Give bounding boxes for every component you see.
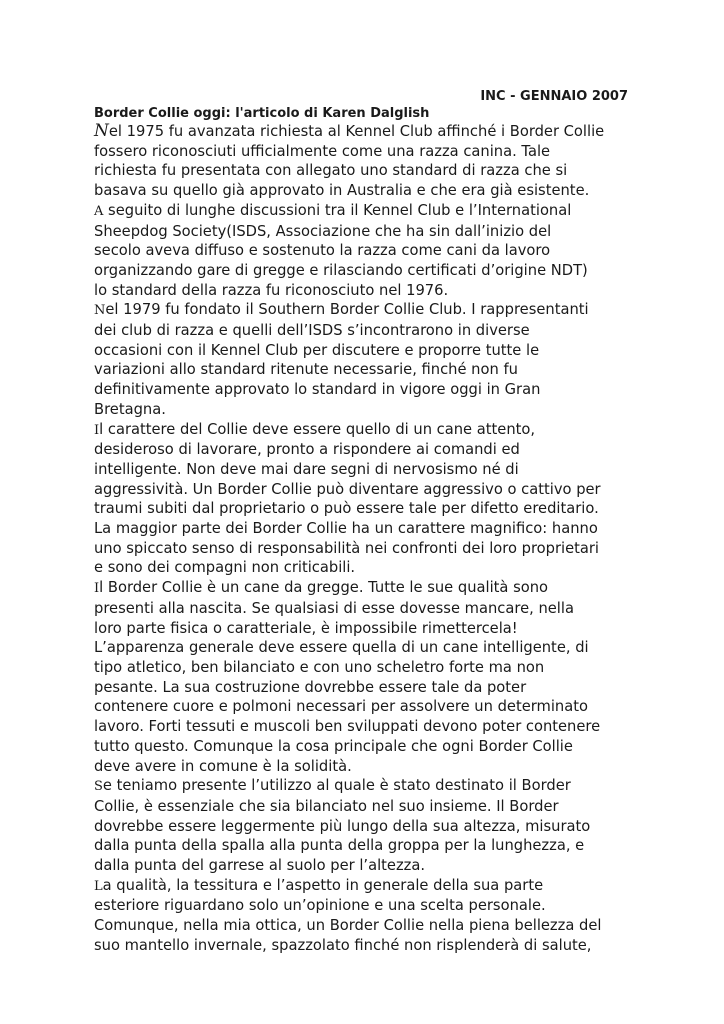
line-text: occasioni con il Kennel Club per discutere e proporre tutte le xyxy=(94,341,540,359)
line-text: Sheepdog Society(ISDS, Associazione che ha sin dall’inizio del xyxy=(94,222,552,240)
article-title: Border Collie oggi: l'articolo di Karen Dalglish xyxy=(94,106,430,121)
text-line xyxy=(94,241,642,261)
line-text: dovrebbe essere leggermente più lungo della sua altezza, misurato xyxy=(94,817,591,835)
paragraph-initial: S xyxy=(94,779,103,795)
text-line xyxy=(94,737,642,757)
article-body xyxy=(94,122,642,956)
text-line xyxy=(94,341,642,361)
text-line xyxy=(94,281,642,301)
text-line xyxy=(94,658,642,678)
line-text: lo standard della razza fu riconosciuto nel 1976. xyxy=(94,281,449,299)
line-text: tipo atletico, ben bilanciato e con uno scheletro forte ma non xyxy=(94,658,545,676)
line-text: uno spiccato senso di responsabilità nei confronti dei loro proprietari xyxy=(94,539,600,557)
line-text: seguito di lunghe discussioni tra il Kennel Club e l’International xyxy=(103,201,572,219)
paragraph xyxy=(94,420,642,579)
line-text: Comunque, nella mia ottica, un Border Collie nella piena bellezza del xyxy=(94,917,602,935)
line-text: lavoro. Forti tessuti e muscoli ben sviluppati devono poter contenere xyxy=(94,718,601,736)
line-text: desideroso di lavorare, pronto a rispondere ai comandi ed xyxy=(94,441,520,459)
document-page xyxy=(94,88,642,956)
text-line xyxy=(94,420,642,441)
line-text: l carattere del Collie deve essere quello di un cane attento, xyxy=(99,420,536,438)
text-line xyxy=(94,836,642,856)
text-line xyxy=(94,539,642,559)
text-line xyxy=(94,480,642,500)
text-line xyxy=(94,201,642,222)
text-line xyxy=(94,896,642,916)
line-text: a qualità, la tessitura e l’aspetto in generale della sua parte xyxy=(102,876,544,894)
text-line xyxy=(94,460,642,480)
line-text: richiesta fu presentata con allegato uno standard di razza che si xyxy=(94,162,568,180)
paragraph xyxy=(94,122,642,201)
line-text: fossero riconosciuti ufficialmente come una razza canina. Tale xyxy=(94,142,551,160)
text-line xyxy=(94,360,642,380)
paragraph xyxy=(94,776,642,876)
text-line xyxy=(94,638,642,658)
text-line xyxy=(94,142,642,162)
line-text: basava su quello già approvato in Australia e che era già esistente. xyxy=(94,182,590,200)
paragraph-initial: N xyxy=(94,121,109,141)
text-line xyxy=(94,797,642,817)
line-text: deve avere in comune è la solidità. xyxy=(94,757,352,775)
line-text: presenti alla nascita. Se qualsiasi di esse dovesse mancare, nella xyxy=(94,599,574,617)
line-text: L’apparenza generale deve essere quella di un cane intelligente, di xyxy=(94,639,589,657)
line-text: el 1979 fu fondato il Southern Border Collie Club. I rappresentanti xyxy=(105,301,589,319)
text-line xyxy=(94,321,642,341)
line-text: el 1975 fu avanzata richiesta al Kennel Club affinché i Border Collie xyxy=(108,123,605,140)
issue-label: INC - GENNAIO 2007 xyxy=(480,89,628,104)
line-text: variazioni allo standard ritenute necessarie, finché non fu xyxy=(94,361,518,379)
paragraph xyxy=(94,201,642,301)
text-line xyxy=(94,856,642,876)
line-text: suo mantello invernale, spazzolato finché non risplenderà di salute, xyxy=(94,936,592,954)
text-line xyxy=(94,519,642,539)
text-line xyxy=(94,678,642,698)
line-text: dalla punta della spalla alla punta della groppa per la lunghezza, e xyxy=(94,837,585,855)
paragraph xyxy=(94,876,642,956)
line-text: e sono dei compagni non criticabili. xyxy=(94,559,356,577)
paragraph-initial: L xyxy=(94,878,103,894)
line-text: definitivamente approvato lo standard in vigore oggi in Gran xyxy=(94,381,541,399)
text-line xyxy=(94,440,642,460)
text-line xyxy=(94,181,642,201)
line-text: traumi subiti dal proprietario o può essere tale per difetto ereditario. xyxy=(94,500,599,518)
text-line xyxy=(94,122,642,142)
text-line xyxy=(94,717,642,737)
text-line xyxy=(94,261,642,281)
text-line xyxy=(94,936,642,956)
line-text: intelligente. Non deve mai dare segni di nervosismo né di xyxy=(94,460,519,478)
text-line xyxy=(94,876,642,897)
line-text: e teniamo presente l’utilizzo al quale è stato destinato il Border xyxy=(102,777,571,795)
line-text: aggressività. Un Border Collie può diventare aggressivo o cattivo per xyxy=(94,480,601,498)
line-text: pesante. La sua costruzione dovrebbe essere tale da poter xyxy=(94,678,527,696)
text-line xyxy=(94,161,642,181)
paragraph-initial: A xyxy=(94,203,104,219)
text-line xyxy=(94,916,642,936)
text-line xyxy=(94,558,642,578)
line-text: Bretagna. xyxy=(94,400,166,418)
text-line xyxy=(94,400,642,420)
line-text: dei club di razza e quelli dell’ISDS s’incontrarono in diverse xyxy=(94,322,530,340)
line-text: organizzando gare di gregge e rilasciando certificati d’origine NDT) xyxy=(94,261,588,279)
line-text: loro parte fisica o caratteriale, è impossibile rimettercela! xyxy=(94,619,518,637)
line-text: tutto questo. Comunque la cosa principale che ogni Border Collie xyxy=(94,737,573,755)
paragraph xyxy=(94,300,642,419)
text-line xyxy=(94,300,642,321)
line-text: dalla punta del garrese al suolo per l’altezza. xyxy=(94,857,426,875)
line-text: contenere cuore e polmoni necessari per assolvere un determinato xyxy=(94,698,588,716)
line-text: La maggior parte dei Border Collie ha un carattere magnifico: hanno xyxy=(94,520,598,538)
text-line xyxy=(94,697,642,717)
text-line xyxy=(94,380,642,400)
text-line xyxy=(94,222,642,242)
line-text: esteriore riguardano solo un’opinione e una scelta personale. xyxy=(94,897,546,915)
line-text: secolo aveva diffuso e sostenuto la razza come cani da lavoro xyxy=(94,242,551,260)
text-line xyxy=(94,757,642,777)
paragraph-initial: I xyxy=(94,581,100,597)
paragraph xyxy=(94,578,642,776)
paragraph-initial: I xyxy=(94,422,100,438)
text-line xyxy=(94,499,642,519)
line-text: Collie, è essenziale che sia bilanciato nel suo insieme. Il Border xyxy=(94,797,559,815)
text-line xyxy=(94,817,642,837)
text-line xyxy=(94,776,642,797)
text-line xyxy=(94,619,642,639)
paragraph-initial: N xyxy=(94,303,106,319)
text-line xyxy=(94,578,642,599)
text-line xyxy=(94,599,642,619)
line-text: l Border Collie è un cane da gregge. Tutte le sue qualità sono xyxy=(99,579,549,597)
